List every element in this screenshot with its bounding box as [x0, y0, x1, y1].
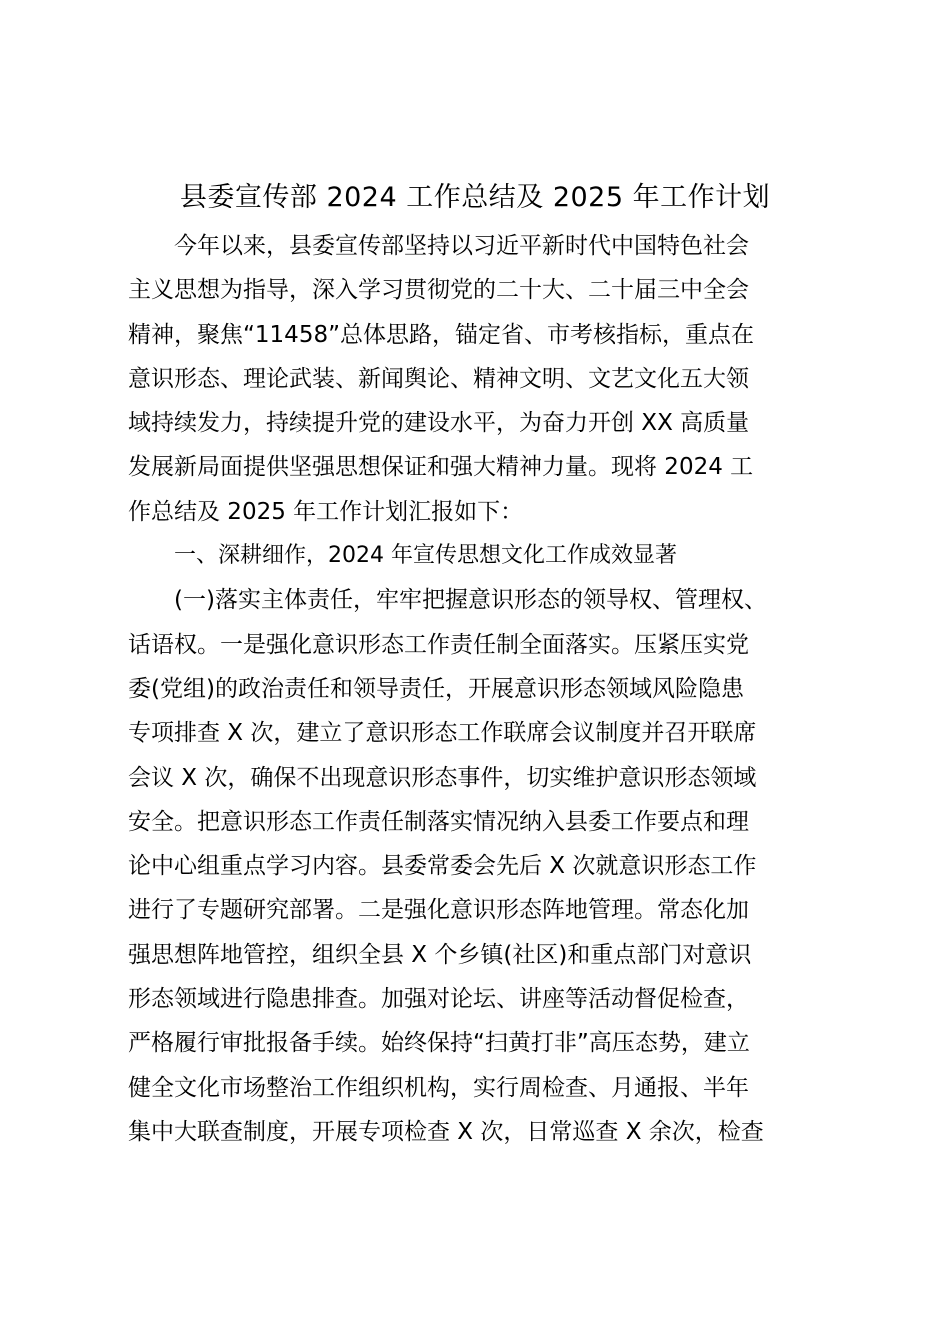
- paragraph-line: 健全文化市场整治工作组织机构，实行周检查、月通报、半年: [128, 1074, 749, 1101]
- paragraph-line: 主义思想为指导，深入学习贯彻党的二十大、二十届三中全会: [128, 277, 749, 304]
- paragraph-line: 论中心组重点学习内容。县委常委会先后 X 次就意识形态工作: [128, 853, 757, 880]
- paragraph-line: 委(党组)的政治责任和领导责任，开展意识形态领域风险隐患: [128, 675, 744, 702]
- paragraph-line: 专项排查 X 次，建立了意识形态工作联席会议制度并召开联席: [128, 720, 757, 747]
- paragraph-line: 话语权。一是强化意识形态工作责任制全面落实。压紧压实党: [128, 631, 749, 658]
- paragraph-line: 形态领域进行隐患排查。加强对论坛、讲座等活动督促检查，: [128, 986, 749, 1013]
- paragraph-line: 作总结及 2025 年工作计划汇报如下：: [128, 498, 524, 525]
- paragraph-line: 进行了专题研究部署。二是强化意识形态阵地管理。常态化加: [128, 897, 749, 924]
- paragraph-line: 今年以来，县委宣传部坚持以习近平新时代中国特色社会: [174, 233, 749, 259]
- paragraph-line: 意识形态、理论武装、新闻舆论、精神文明、文艺文化五大领: [128, 365, 749, 392]
- paragraph-line: 精神，聚焦“11458”总体思路，锚定省、市考核指标，重点在: [128, 321, 754, 348]
- paragraph-line: 域持续发力，持续提升党的建设水平，为奋力开创 XX 高质量: [128, 410, 750, 437]
- paragraph-line: 严格履行审批报备手续。始终保持“扫黄打非”高压态势，建立: [128, 1030, 750, 1057]
- section-heading: 一、深耕细作，2024 年宣传思想文化工作成效显著: [174, 543, 677, 569]
- paragraph-line: 发展新局面提供坚强思想保证和强大精神力量。现将 2024 工: [128, 454, 754, 481]
- document-title: 县委宣传部 2024 工作总结及 2025 年工作计划: [179, 182, 771, 213]
- document-body: [128, 224, 828, 1154]
- paragraph-line: 会议 X 次，确保不出现意识形态事件，切实维护意识形态领域: [128, 764, 757, 791]
- paragraph-line: 强思想阵地管控，组织全县 X 个乡镇(社区)和重点部门对意识: [128, 941, 752, 968]
- paragraph-line: (一)落实主体责任，牢牢把握意识形态的领导权、管理权、: [174, 587, 767, 614]
- paragraph-line: 集中大联查制度，开展专项检查 X 次，日常巡查 X 余次，检查: [128, 1118, 764, 1145]
- paragraph-line: 安全。把意识形态工作责任制落实情况纳入县委工作要点和理: [128, 808, 749, 835]
